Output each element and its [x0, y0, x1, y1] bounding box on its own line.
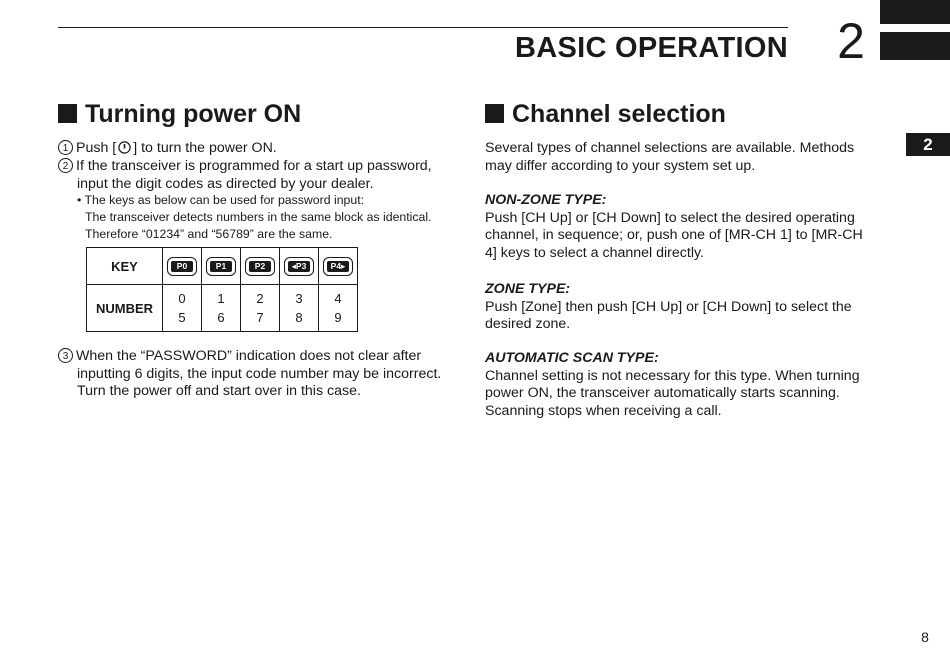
number-row — [87, 285, 358, 332]
number-value: 9 — [334, 310, 342, 325]
non-zone-section — [485, 192, 877, 262]
paragraph-line: desired zone. — [485, 316, 571, 333]
number-header: NUMBER — [87, 285, 163, 332]
paragraph-line: Push [Zone] then push [CH Up] or [CH Down] to select the — [485, 298, 852, 315]
number-cell — [280, 285, 319, 332]
number-value: 2 — [256, 291, 264, 306]
paragraph-line: 4] keys to select a channel directly. — [485, 244, 704, 261]
number-value: 3 — [295, 291, 303, 306]
p4-key-icon — [323, 257, 353, 276]
step-text: Turn the power off and start over in this case. — [77, 383, 361, 400]
key-cell-p4 — [319, 248, 358, 285]
header-rule — [58, 27, 788, 28]
paragraph-line: Push [CH Up] or [CH Down] to select the desired operating — [485, 209, 855, 226]
key-cell-p3 — [280, 248, 319, 285]
step-number: 2 — [58, 158, 73, 173]
number-cell — [202, 285, 241, 332]
step-text: Push [ — [76, 140, 117, 156]
square-bullet-icon — [58, 104, 77, 123]
key-cell-p2 — [241, 248, 280, 285]
number-value: 8 — [295, 310, 303, 325]
key-cell-p0 — [163, 248, 202, 285]
key-label: P4▸ — [327, 261, 349, 272]
step-number: 3 — [58, 348, 73, 363]
password-note — [77, 192, 449, 243]
key-header: KEY — [87, 248, 163, 285]
automatic-scan-section — [485, 350, 877, 420]
step-text: input the digit codes as directed by your dealer. — [77, 175, 374, 192]
section-heading-power-on — [58, 99, 301, 129]
section-heading-channel-selection — [485, 99, 726, 129]
p0-key-icon — [167, 257, 197, 276]
channel-intro — [485, 140, 877, 175]
number-value: 7 — [256, 310, 264, 325]
paragraph-line: power ON, the transceiver automatically starts scanning. — [485, 385, 840, 402]
step-3 — [58, 348, 450, 401]
note-text: Therefore “01234” and “56789” are the same. — [85, 227, 333, 241]
chapter-bar-bottom — [880, 32, 950, 60]
subsection-title: NON-ZONE TYPE: — [485, 192, 607, 208]
step-2 — [58, 158, 448, 193]
p3-key-icon — [284, 257, 314, 276]
paragraph-line: Scanning stops when receiving a call. — [485, 402, 722, 419]
number-value: 4 — [334, 291, 342, 306]
paragraph-line: Several types of channel selections are available. Methods — [485, 140, 855, 156]
paragraph-line: channel, in sequence; or, push one of [MR-CH 1] to [MR-CH — [485, 227, 863, 244]
zone-section — [485, 281, 877, 334]
key-label: P0 — [171, 261, 193, 272]
step-text: When the “PASSWORD” indication does not clear after — [76, 348, 422, 364]
paragraph-line: may differ according to your system set up. — [485, 157, 756, 174]
step-1 — [58, 140, 448, 160]
note-text: • The keys as below can be used for password input: — [77, 193, 365, 207]
password-key-table — [86, 247, 358, 332]
number-value: 6 — [217, 310, 225, 325]
key-row — [87, 248, 358, 285]
number-cell — [163, 285, 202, 332]
p2-key-icon — [245, 257, 275, 276]
subsection-title: AUTOMATIC SCAN TYPE: — [485, 350, 659, 366]
square-bullet-icon — [485, 104, 504, 123]
chapter-number: 2 — [837, 13, 865, 69]
chapter-bar-top — [880, 0, 950, 24]
power-button-icon — [118, 141, 131, 160]
side-chapter-tab: 2 — [906, 133, 950, 156]
paragraph-line: Channel setting is not necessary for this type. When turning — [485, 367, 860, 384]
step-text: inputting 6 digits, the input code number may be incorrect. — [77, 365, 442, 382]
step-text: If the transceiver is programmed for a start up password, — [76, 158, 432, 174]
key-cell-p1 — [202, 248, 241, 285]
step-number: 1 — [58, 140, 73, 155]
section-heading-text: Turning power ON — [85, 100, 302, 128]
note-text: The transceiver detects numbers in the same block as identical. — [85, 210, 432, 224]
number-value: 0 — [178, 291, 186, 306]
subsection-title: ZONE TYPE: — [485, 281, 571, 297]
page-number: 8 — [921, 629, 929, 645]
key-label: P2 — [249, 261, 271, 272]
step-text: ] to turn the power ON. — [133, 140, 277, 156]
number-cell — [319, 285, 358, 332]
section-heading-text: Channel selection — [512, 100, 726, 128]
number-cell — [241, 285, 280, 332]
number-value: 1 — [217, 291, 225, 306]
p1-key-icon — [206, 257, 236, 276]
chapter-title: BASIC OPERATION — [514, 32, 788, 64]
key-label: ◂P3 — [288, 261, 310, 272]
number-value: 5 — [178, 310, 186, 325]
key-label: P1 — [210, 261, 232, 272]
